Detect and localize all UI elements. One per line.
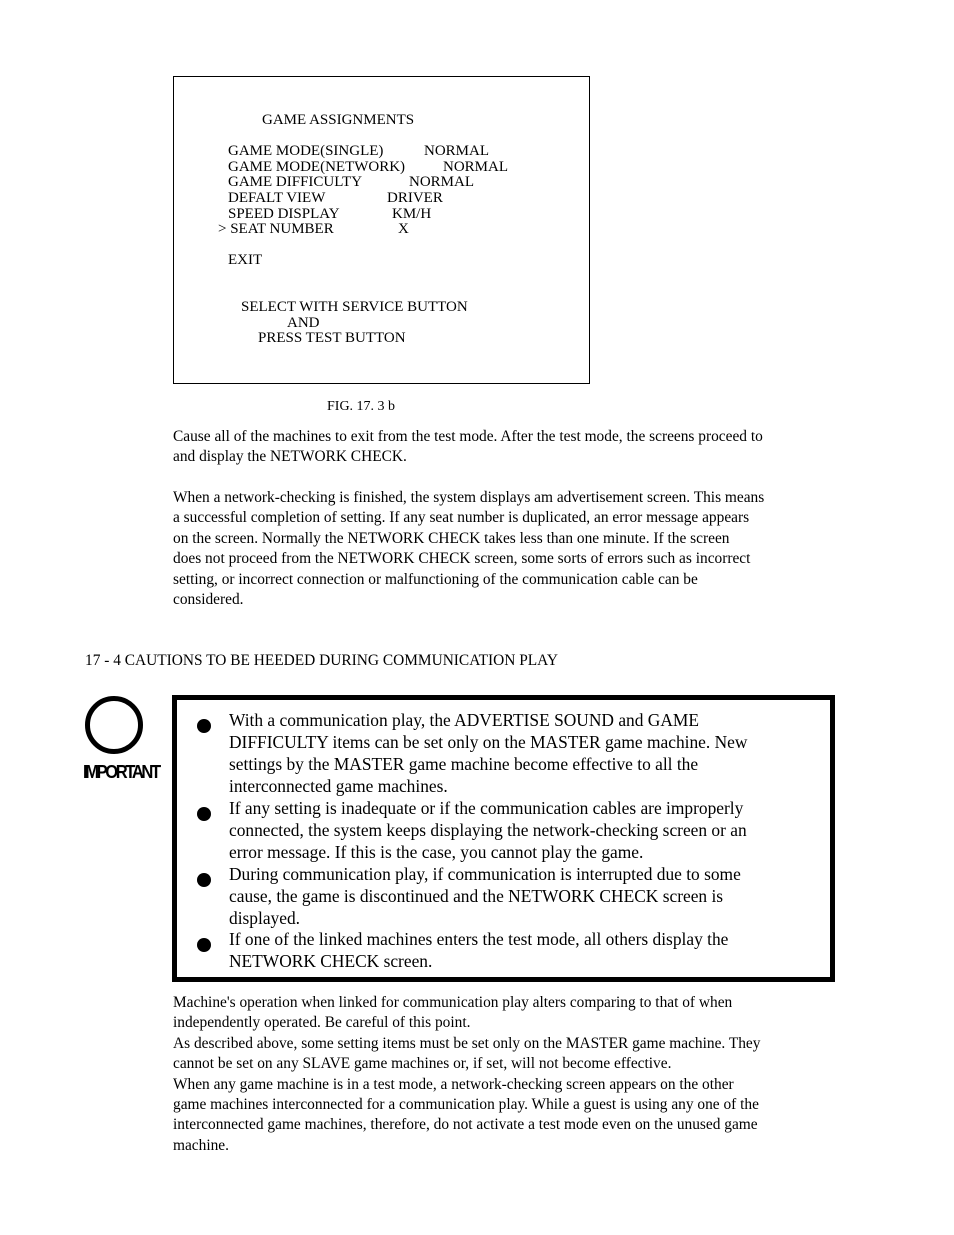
caution-text [229, 929, 829, 973]
setting-label-seat-number: > SEAT NUMBER [218, 221, 334, 237]
paragraph-line: Cause all of the machines to exit from the test mode. After the test mode, the screens proceed to [173, 428, 763, 445]
caution-box [172, 695, 835, 982]
paragraph-line: a successful completion of setting. If any seat number is duplicated, an error message appears [173, 509, 750, 527]
figure-caption: FIG. 17. 3 b [327, 399, 396, 414]
paragraph-line: considered. [173, 591, 244, 609]
paragraph-network-check [173, 488, 843, 610]
setting-value-speed-display: KM/H [392, 206, 432, 222]
paragraph-line: When any game machine is in a test mode, a network-checking screen appears on the other [173, 1075, 734, 1093]
caution-line: If any setting is inadequate or if the communication cables are improperly [229, 798, 744, 818]
paragraph-line: interconnected game machines, therefore, do not activate a test mode even on the unused game [173, 1116, 758, 1134]
caution-text [229, 710, 829, 798]
paragraph-line: Machine's operation when linked for communication play alters comparing to that of when [173, 994, 733, 1011]
caution-line: With a communication play, the ADVERTISE SOUND and GAME [229, 710, 699, 730]
setting-value-game-mode-network: NORMAL [443, 159, 509, 175]
paragraph-line: machine. [173, 1136, 229, 1154]
paragraph-line: independently operated. Be careful of this point. [173, 1014, 471, 1032]
paragraph-line: When a network-checking is finished, the system displays am advertisement screen. This means [173, 489, 765, 506]
caution-line: connected, the system keeps displaying the network-checking screen or an [229, 819, 747, 840]
caution-line: If one of the linked machines enters the test mode, all others display the [229, 929, 729, 949]
caution-line: DIFFICULTY items can be set only on the MASTER game machine. New [229, 731, 748, 752]
setting-value-seat-number: X [398, 221, 409, 237]
caution-line: During communication play, if communication is interrupted due to some [229, 864, 741, 884]
caution-line: interconnected game machines. [229, 775, 448, 796]
important-circle-icon [85, 696, 143, 754]
caution-text [229, 798, 829, 864]
screen-instruction-press: PRESS TEST BUTTON [258, 330, 406, 346]
caution-line: error message. If this is the case, you cannot play the game. [229, 841, 644, 862]
caution-line: cause, the game is discontinued and the NETWORK CHECK screen is [229, 885, 724, 906]
screen-instruction-select: SELECT WITH SERVICE BUTTON [241, 299, 468, 315]
paragraph-line: and display the NETWORK CHECK. [173, 448, 407, 466]
bullet-icon [197, 719, 211, 733]
caution-line: settings by the MASTER game machine become effective to all the [229, 753, 699, 774]
caution-line: NETWORK CHECK screen. [229, 950, 433, 971]
bullet-icon [197, 807, 211, 821]
bullet-icon [197, 938, 211, 952]
screen-exit: EXIT [228, 252, 263, 268]
game-assignments-screen [173, 76, 590, 384]
paragraph-line: on the screen. Normally the NETWORK CHECK takes less than one minute. If the screen [173, 529, 730, 547]
paragraph-line: cannot be set on any SLAVE game machines or, if set, will not become effective. [173, 1055, 672, 1073]
screen-instruction-and: AND [287, 315, 320, 331]
setting-label-game-mode-single: GAME MODE(SINGLE) [228, 143, 384, 159]
paragraph-line: As described above, some setting items must be set only on the MASTER game machine. They [173, 1034, 761, 1052]
caution-text [229, 864, 829, 930]
bullet-icon [197, 873, 211, 887]
setting-label-default-view: DEFALT VIEW [228, 190, 326, 206]
setting-value-game-difficulty: NORMAL [409, 174, 475, 190]
important-icon [83, 696, 159, 792]
paragraph-line: setting, or incorrect connection or malfunctioning of the communication cable can be [173, 570, 698, 588]
paragraph-line: does not proceed from the NETWORK CHECK screen, some sorts of errors such as incorrect [173, 550, 751, 568]
section-heading: 17 - 4 CAUTIONS TO BE HEEDED DURING COMMUNICATION PLAY [85, 652, 558, 669]
paragraph-line: game machines interconnected for a communication play. While a guest is using any one of the [173, 1096, 759, 1114]
screen-title: GAME ASSIGNMENTS [262, 112, 415, 128]
caution-line: displayed. [229, 907, 300, 928]
paragraph-linked-operation [173, 993, 843, 1156]
important-label: IMPORTANT [83, 762, 159, 782]
setting-label-speed-display: SPEED DISPLAY [228, 206, 340, 222]
setting-value-game-mode-single: NORMAL [424, 143, 490, 159]
setting-label-game-difficulty: GAME DIFFICULTY [228, 174, 363, 190]
setting-value-default-view: DRIVER [387, 190, 443, 206]
setting-label-game-mode-network: GAME MODE(NETWORK) [228, 159, 406, 175]
paragraph-exit-test-mode [173, 427, 843, 468]
